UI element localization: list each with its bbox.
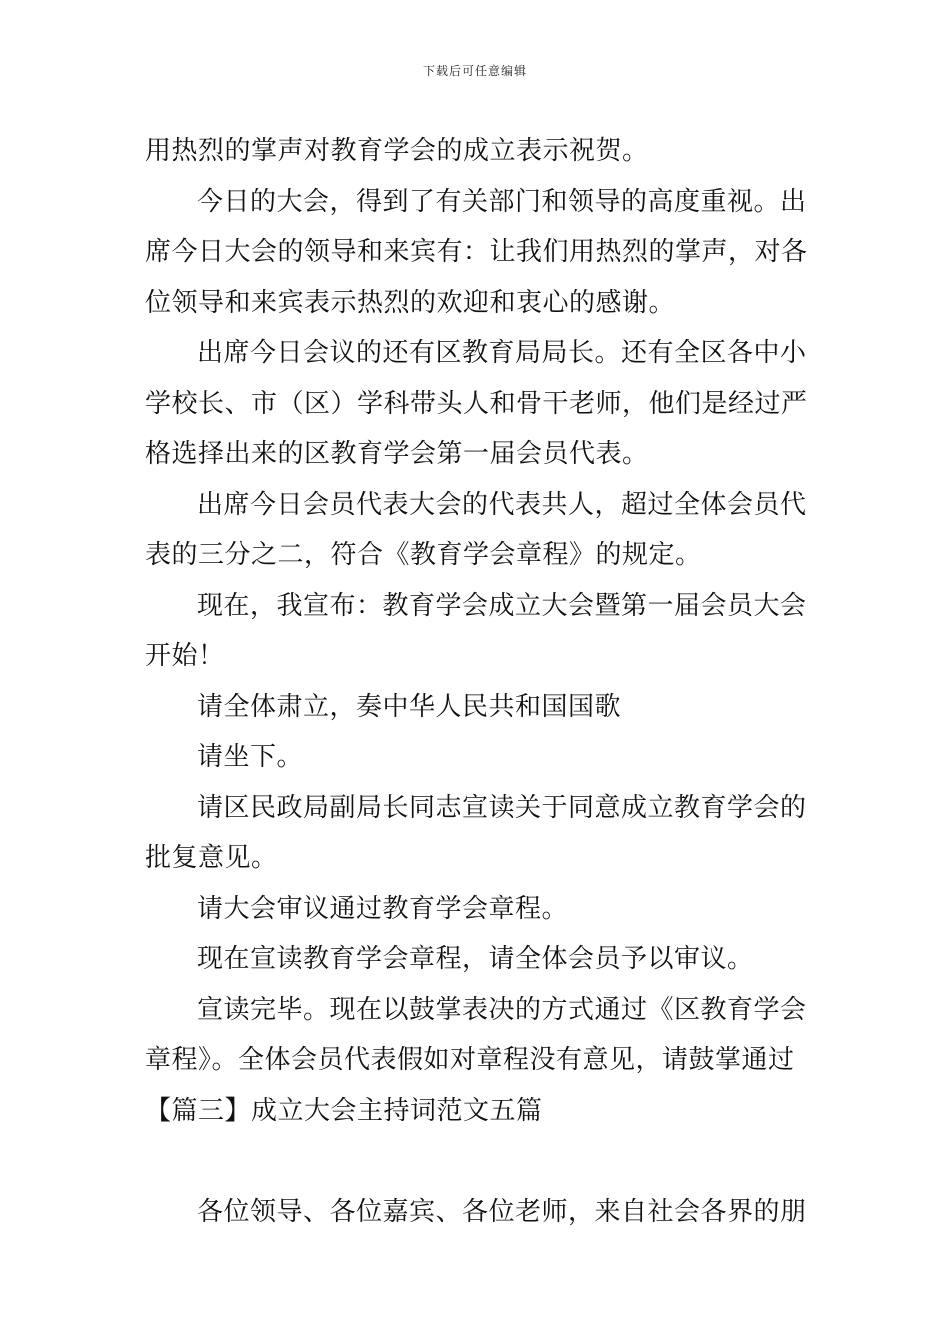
text-line: 请大会审议通过教育学会章程。 (197, 893, 569, 924)
text-line: 开始！ (145, 641, 225, 671)
text-line: 批复意见。 (145, 843, 278, 873)
text-line: 席今日大会的领导和来宾有：让我们用热烈的掌声，对各 (145, 237, 808, 267)
text-line: 出席今日会员代表大会的代表共人，超过全体会员代 (197, 489, 807, 520)
text-line: 现在，我宣布：教育学会成立大会暨第一届会员大会 (197, 590, 807, 621)
text-line: 表的三分之二，符合《教育学会章程》的规定。 (145, 540, 702, 570)
text-line: 章程》。全体会员代表假如对章程没有意见，请鼓掌通过 (145, 1045, 795, 1075)
text-line: 学校长、市（区）学科带头人和骨干老师，他们是经过严 (145, 388, 808, 419)
text-line: 出席今日会议的还有区教育局局长。还有全区各中小 (197, 338, 807, 368)
text-line: 今日的大会，得到了有关部门和领导的高度重视。出 (197, 186, 807, 217)
text-line: 请区民政局副局长同志宣读关于同意成立教育学会的 (197, 792, 807, 823)
text-line: 请全体肃立，奏中华人民共和国国歌 (197, 691, 622, 722)
document-body (145, 126, 810, 1237)
page-header: 下载后可任意编辑 (422, 64, 527, 78)
text-line: 格选择出来的区教育学会第一届会员代表。 (145, 439, 649, 469)
blank-line (145, 1136, 810, 1187)
text-line: 用热烈的掌声对教育学会的成立表示祝贺。 (145, 136, 649, 166)
text-line: 现在宣读教育学会章程，请全体会员予以审议。 (197, 944, 754, 974)
text-line: 请坐下。 (197, 742, 304, 772)
text-line: 各位领导、各位嘉宾、各位老师，来自社会各界的朋 (197, 1196, 807, 1227)
text-line: 位领导和来宾表示热烈的欢迎和衷心的感谢。 (145, 287, 676, 318)
text-line: 宣读完毕。现在以鼓掌表决的方式通过《区教育学会 (197, 994, 807, 1025)
section-heading: 【篇三】成立大会主持词范文五篇 (145, 1095, 543, 1126)
